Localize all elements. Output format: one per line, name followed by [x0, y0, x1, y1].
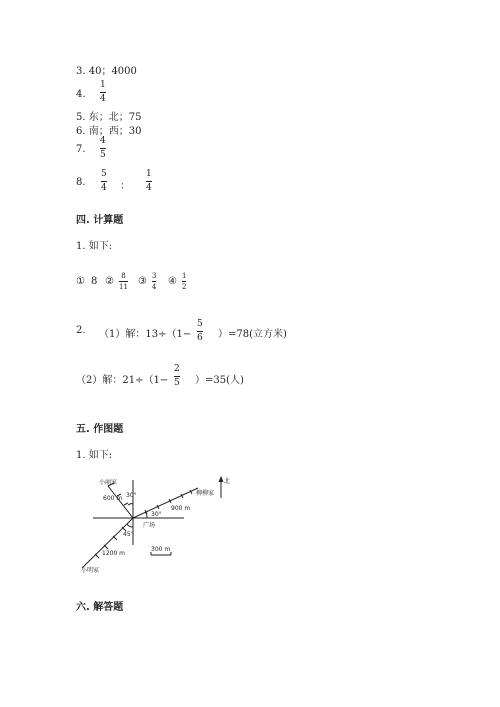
q2-part2-prefix: （2）解：21÷（1−: [76, 375, 169, 386]
liuliu-label: 柳柳家: [196, 490, 215, 497]
tick-mark: [95, 554, 99, 558]
calc-item-4-marker: ④: [168, 276, 177, 287]
q2-part2-suffix: ）=35(人): [195, 375, 244, 386]
calc-item-3-marker: ③: [138, 276, 147, 287]
section-5-q1-label: 1. 如下:: [76, 450, 113, 461]
fraction-numerator: 4: [100, 136, 106, 146]
tick-mark: [104, 545, 108, 549]
fraction-denominator: 4: [101, 183, 107, 193]
calc-item-1-marker: ①: [76, 276, 85, 287]
xiaoli-label: 小丽家: [99, 479, 118, 486]
fraction-denominator: 4: [152, 283, 157, 291]
scale-label: 300 m: [151, 546, 171, 553]
fraction-denominator: 4: [146, 183, 152, 193]
fraction-denominator: 4: [100, 94, 106, 104]
q2-part1-prefix: （1）解：13÷（1−: [99, 329, 192, 340]
fraction-numerator: 1: [146, 169, 152, 179]
answer-5: 5. 东；北；75: [76, 112, 142, 123]
answer-8-separator: ：: [120, 181, 130, 192]
dist-900-label: 900 m: [171, 505, 191, 512]
calc-item-2-marker: ②: [105, 276, 114, 287]
fraction-numerator: 5: [197, 319, 203, 329]
tick-mark: [124, 503, 128, 505]
answer-8-label: 8.: [76, 177, 86, 188]
dist-1200-label: 1200 m: [102, 550, 126, 557]
answer-3: 3. 40；4000: [76, 66, 137, 77]
q2-part1-suffix: ）=78(立方米): [218, 329, 287, 340]
fraction-denominator: 5: [174, 378, 180, 388]
fraction-denominator: 2: [182, 283, 187, 291]
liuliu-line: [133, 488, 198, 518]
dist-600-label: 600 m: [103, 495, 123, 502]
fraction-denominator: 5: [100, 150, 106, 160]
fraction-denominator: 6: [197, 333, 203, 343]
fraction-numerator: 1: [182, 272, 187, 280]
section-4-q1-label: 1. 如下:: [76, 241, 113, 252]
north-label: 北: [224, 478, 231, 485]
angle-arc-bottom: [127, 524, 133, 527]
north-arrow-icon: [219, 476, 224, 482]
angle-45-label: 45°: [123, 531, 134, 538]
answer-7-label: 7.: [76, 144, 86, 155]
section-4-heading: 四. 计算题: [76, 215, 124, 226]
plaza-label: 广场: [143, 522, 156, 529]
angle-30-right-label: 30°: [151, 511, 162, 518]
xiaoming-line: [82, 518, 133, 568]
fraction-numerator: 5: [101, 169, 107, 179]
angle-30-top-label: 30°: [126, 492, 137, 499]
fraction-numerator: 8: [121, 272, 126, 280]
xiaoming-label: 小明家: [81, 567, 100, 574]
tick-mark: [113, 536, 117, 540]
answer-6: 6. 南；西；30: [76, 126, 142, 137]
fraction-numerator: 1: [100, 80, 106, 90]
section-5-heading: 五. 作图题: [76, 424, 124, 435]
answer-4-label: 4.: [76, 89, 86, 100]
section-4-q2-label: 2.: [76, 325, 86, 336]
xiaoli-line: [108, 486, 133, 518]
fraction-numerator: 3: [152, 272, 157, 280]
section-6-heading: 六. 解答题: [76, 602, 124, 613]
calc-item-1-value: 8: [91, 276, 98, 287]
fraction-denominator: 11: [119, 283, 128, 291]
angle-arc-top: [128, 504, 133, 505]
fraction-numerator: 2: [174, 364, 180, 374]
